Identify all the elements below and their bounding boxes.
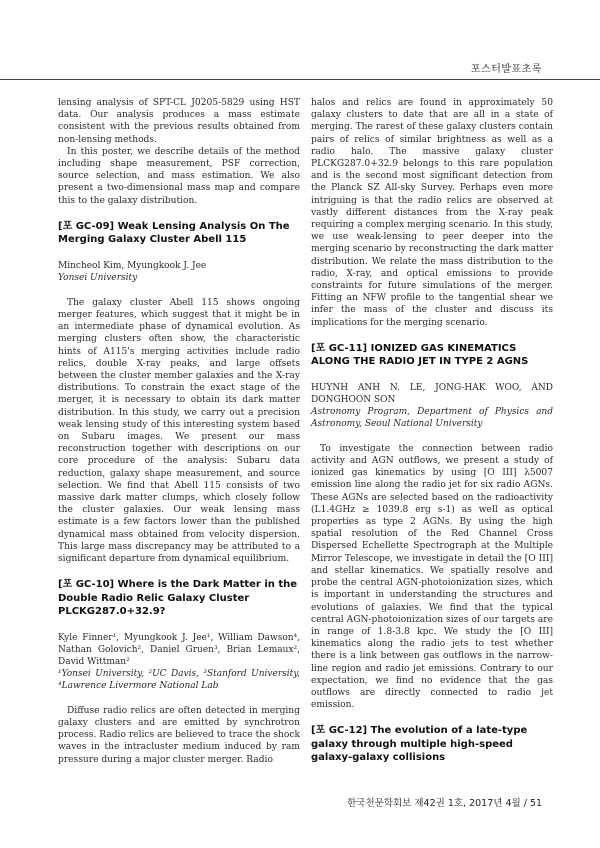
paragraph: lensing analysis of SPT-CL J0205-5829 using HST data. Our analysis produces a mass estimate consistent with the previous results obtained from non-lensing methods. [58, 98, 300, 145]
page-header [0, 0, 600, 80]
authors-gc11: HUYNH ANH N. LE, JONG-HAK WOO, AND DONGHOON SON [311, 382, 553, 405]
affiliation-gc09: Yonsei University [58, 272, 138, 283]
abstract-title-gc12: [포 GC-12] The evolution of a late-type galaxy through multiple high-speed galaxy-galaxy collisions [311, 725, 528, 764]
authors-gc09: Mincheol Kim, Myungkook J. Jee [58, 260, 207, 271]
header-rule [0, 79, 600, 80]
paragraph: In this poster, we describe details of the method including shape measurement, PSF correction, source selection, and mass estimation. We also present a two-dimensional mass map and compare this to the galaxy distribution. [58, 146, 300, 206]
abstract-title-gc11: [포 GC-11] IONIZED GAS KINEMATICS ALONG THE RADIO JET IN TYPE 2 AGNS [311, 342, 529, 368]
paragraph: halos and relics are found in approximately 50 galaxy clusters to date that are all in a state of merging. The rarest of these galaxy clusters contain pairs of relics of similar brightness as well as a radio halo. The massive galaxy cluster PLCKG287.0+32.9 belongs to this rare population and is the second most significant detection from the Planck SZ All-sky Survey. Perhaps even more intriguing is that the radio relics are observed at vastly different distances from the X-ray peak requiring a complex merging scenario. In this study, we use weak-lensing to peer deeper into the merging scenario by reconstructing the dark matter distribution. We relate the mass distribution to the radio, X-ray, and optical emissions to provide constraints for future simulations of the merger. Fitting an NFW profile to the tangential shear we infer the mass of the cluster and discuss its implications for the merging scenario. [311, 98, 553, 328]
section-title: 포스터발표초록 [470, 64, 542, 75]
abstract-body-gc09: The galaxy cluster Abell 115 shows ongoing merger features, which suggest that it might be in an intermediate phase of dynamical evolution. As merging clusters often show, the characteristic hints of A115's merging activities include radio relics, double X-ray peaks, and large offsets between the cluster member galaxies and the X-ray distributions. To constrain the exact stage of the merger, it is necessary to obtain its dark matter distribution. In this study, we carry out a precision weak lensing study of this interesting system based on Subaru images. We present our mass reconstruction together with descriptions on our core procedure of the analysis: Subaru data reduction, galaxy shape measurement, and source selection. We find that Abell 115 consists of two massive dark matter clumps, which closely follow the cluster galaxies. Our weak lensing mass estimate is a few factors lower than the published dynamical mass obtained from velocity dispersion. This large mass discrepancy may be attributed to a significant departure from dynamical equilibrium. [58, 297, 300, 565]
affiliation-gc10: ¹Yonsei University, ²UC Davis, ³Stanford University, ⁴Lawrence Livermore National Lab [58, 668, 300, 691]
page-footer: 한국천문학회보 제42권 1호, 2017년 4월 / 51 [347, 798, 542, 809]
left-column [58, 97, 300, 766]
abstract-body-gc11: To investigate the connection between radio activity and AGN outflows, we present a study of ionized gas kinematics by using [O III] λ5007 emission line along the radio jet for six radio AGNs. These AGNs are selected based on the radioactivity (L1.4GHz ≥ 1039.8 erg s-1) as well as optical properties as type 2 AGNs. By using the high spatial resolution of the Red Channel Cross Dispersed Echellette Spectrograph at the Multiple Mirror Telescope, we investigate in detail the [O III] and stellar kinematics. We spatially resolve and probe the central AGN-photoionization sizes, which is important in understanding the structures and evolutions of galaxies. We find that the typical central AGN-photoionization sizes of our targets are in range of 1.8-3.8 kpc. We study the [O III] kinematics along the radio jets to test whether there is a link between gas outflows in the narrow-line region and radio jet emissions. Contrary to our expectation, we find no evidence that the gas outflows are directly connected to radio jet emission. [311, 443, 553, 711]
authors-gc10: Kyle Finner¹, Myungkook J. Jee¹, William Dawson⁴, Nathan Golovich², Daniel Gruen³, Brian Lemaux², David Wittman² [58, 632, 300, 667]
affiliation-gc11: Astronomy Program, Department of Physics and Astronomy, Seoul National University [311, 406, 553, 429]
abstract-body-gc10: Diffuse radio relics are often detected in merging galaxy clusters and are emitted by synchrotron process. Radio relics are believed to trace the shock waves in the intracluster medium induced by ram pressure during a major cluster merger. Radio [58, 705, 300, 765]
abstract-title-gc10: [포 GC-10] Where is the Dark Matter in the Double Radio Relic Galaxy Cluster PLCKG287.0+32.9? [58, 579, 298, 618]
abstract-title-gc09: [포 GC-09] Weak Lensing Analysis On The Merging Galaxy Cluster Abell 115 [58, 220, 290, 246]
right-column [311, 97, 553, 765]
